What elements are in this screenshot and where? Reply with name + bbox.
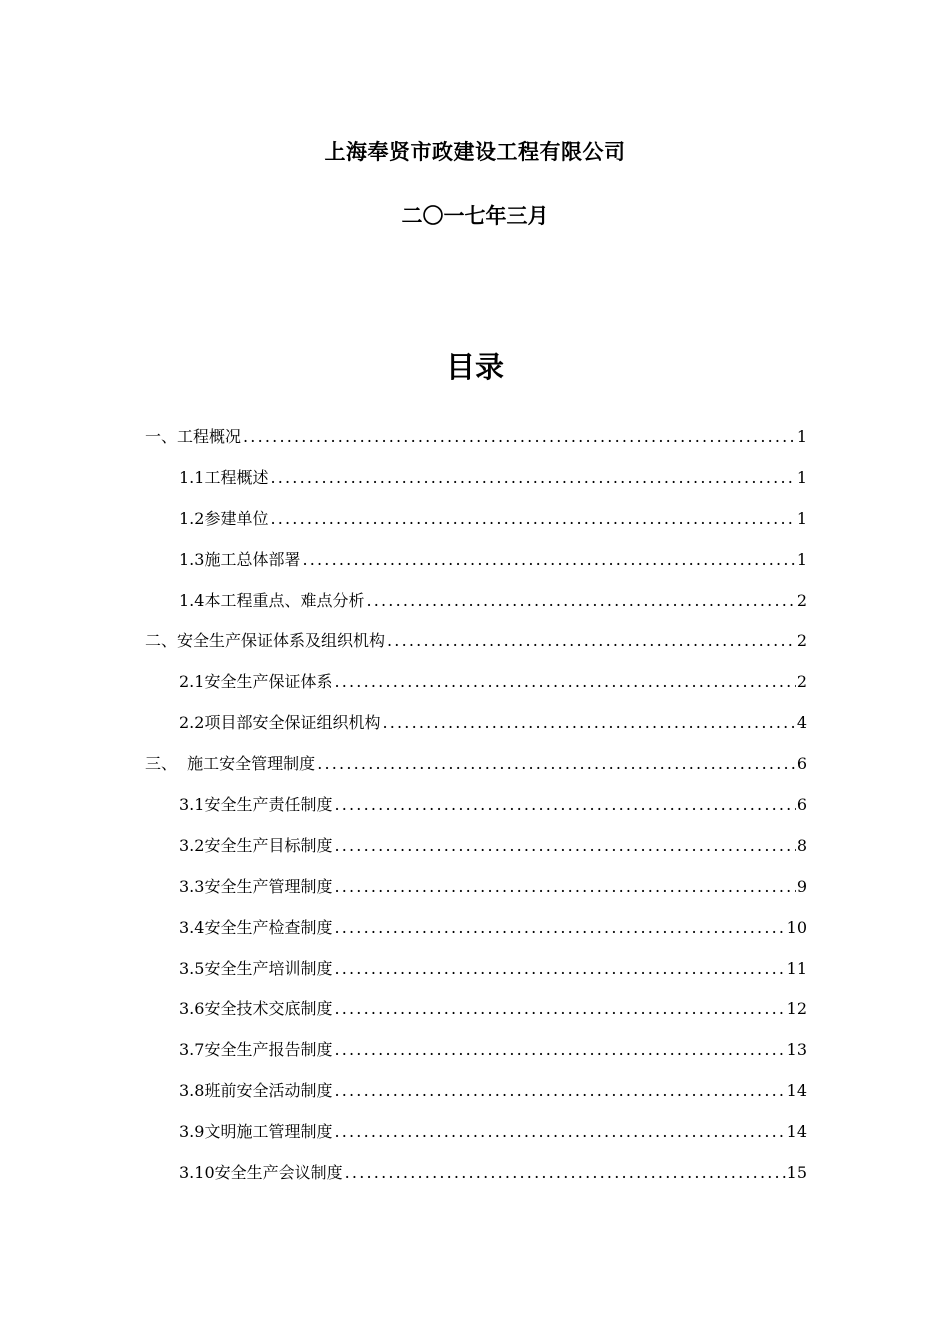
toc-entry-label: 2.1安全生产保证体系 (179, 672, 333, 692)
toc-entry-page: 14 (786, 1081, 807, 1101)
toc-entry[interactable] (145, 709, 807, 750)
toc-entry[interactable] (145, 955, 807, 996)
document-date: 二〇一七年三月 (401, 203, 549, 228)
toc-entry[interactable] (145, 914, 807, 955)
toc-leader-dots (334, 1077, 785, 1105)
toc-entry-page: 1 (796, 508, 807, 528)
toc-leader-dots (302, 546, 795, 574)
toc-entry[interactable] (145, 505, 807, 546)
toc-entry[interactable] (145, 1036, 807, 1077)
toc-entry-page: 4 (796, 713, 807, 733)
toc-leader-dots (334, 873, 795, 901)
toc-entry[interactable] (145, 464, 807, 505)
toc-entry-page: 1 (796, 467, 807, 487)
toc-leader-dots (366, 587, 795, 615)
toc-entry-label: 2.2项目部安全保证组织机构 (179, 713, 381, 733)
toc-entry[interactable] (145, 791, 807, 832)
toc-leader-dots (334, 914, 785, 942)
toc-title: 目录 (445, 350, 504, 384)
toc-entry[interactable] (145, 1118, 807, 1159)
toc-leader-dots (270, 464, 795, 492)
toc-entry-page: 6 (796, 795, 807, 815)
toc-entry-page: 13 (786, 1040, 807, 1060)
toc-entry[interactable] (145, 750, 807, 791)
toc-entry-page: 1 (796, 427, 807, 446)
toc-leader-dots (334, 791, 795, 819)
table-of-contents (145, 423, 807, 1200)
toc-entry[interactable] (145, 1077, 807, 1118)
toc-entry-label: 3.6安全技术交底制度 (179, 999, 333, 1019)
toc-entry-page: 10 (786, 917, 807, 937)
toc-entry[interactable] (145, 668, 807, 709)
toc-entry-page: 2 (796, 590, 807, 610)
toc-leader-dots (270, 505, 795, 533)
toc-entry-label: 1.1工程概述 (179, 467, 269, 487)
toc-entry[interactable] (145, 627, 807, 668)
toc-entry-page: 2 (796, 672, 807, 692)
toc-entry-page: 2 (796, 631, 807, 651)
toc-entry-page: 11 (786, 958, 807, 978)
toc-leader-dots (334, 1036, 785, 1064)
toc-leader-dots (334, 832, 795, 860)
toc-entry-page: 14 (786, 1122, 807, 1142)
toc-entry[interactable] (145, 546, 807, 587)
toc-leader-dots (243, 423, 796, 451)
toc-entry-label: 1.2参建单位 (179, 508, 269, 528)
toc-entry-page: 15 (786, 1163, 807, 1183)
toc-entry-label: 3.4安全生产检查制度 (179, 917, 333, 937)
toc-entry-label: 3.1安全生产责任制度 (179, 795, 333, 815)
toc-entry-label: 二、安全生产保证体系及组织机构 (145, 631, 386, 651)
toc-entry-label: 3.3安全生产管理制度 (179, 876, 333, 896)
toc-entry[interactable] (145, 423, 807, 464)
toc-leader-dots (345, 1159, 786, 1187)
toc-entry-label: 3.8班前安全活动制度 (179, 1081, 333, 1101)
toc-entry-page: 12 (786, 999, 807, 1019)
toc-entry[interactable] (145, 832, 807, 873)
toc-leader-dots (334, 1118, 785, 1146)
toc-leader-dots (334, 668, 795, 696)
company-name: 上海奉贤市政建设工程有限公司 (324, 139, 626, 164)
toc-entry[interactable] (145, 873, 807, 914)
toc-leader-dots (317, 750, 796, 778)
toc-entry-label: 1.4本工程重点、难点分析 (179, 590, 365, 610)
toc-entry-label: 1.3施工总体部署 (179, 549, 301, 569)
toc-entry-label: 3.2安全生产目标制度 (179, 835, 333, 855)
toc-entry-label: 3.10安全生产会议制度 (179, 1163, 343, 1183)
toc-leader-dots (334, 995, 785, 1023)
toc-leader-dots (387, 627, 796, 655)
toc-entry-page: 9 (796, 876, 807, 896)
toc-entry[interactable] (145, 1159, 807, 1200)
toc-leader-dots (382, 709, 795, 737)
toc-entry-label: 三、 施工安全管理制度 (145, 754, 316, 774)
toc-entry-label: 3.9文明施工管理制度 (179, 1122, 333, 1142)
toc-entry-page: 6 (796, 754, 807, 774)
toc-entry[interactable] (145, 587, 807, 628)
toc-entry-page: 1 (796, 549, 807, 569)
toc-entry[interactable] (145, 995, 807, 1036)
toc-entry-page: 8 (796, 835, 807, 855)
toc-entry-label: 3.5安全生产培训制度 (179, 958, 333, 978)
toc-entry-label: 3.7安全生产报告制度 (179, 1040, 333, 1060)
toc-entry-label: 一、工程概况 (145, 427, 242, 446)
toc-leader-dots (334, 955, 785, 983)
